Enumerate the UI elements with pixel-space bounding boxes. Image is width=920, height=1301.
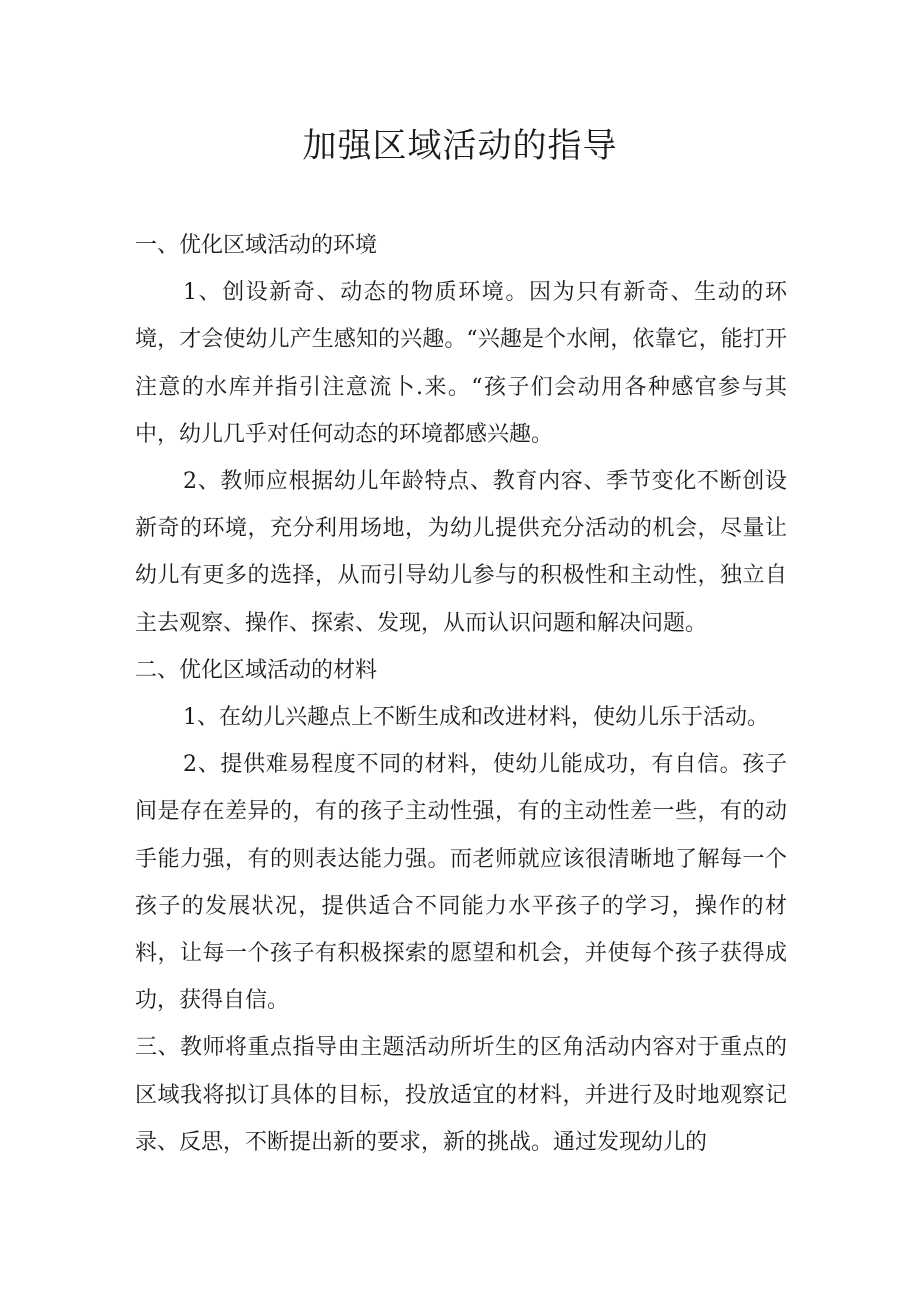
section-1-paragraph-2: 2、教师应根据幼儿年龄特点、教育内容、季节变化不断创设新奇的环境，充分利用场地，为幼儿提供充分活动的机会，尽量让幼儿有更多的选择，从而引导幼儿参与的积极性和主动性，独立自主去观察、操作、探索、发现，从而认识问题和解决问题。 (135, 469, 787, 636)
document-body (135, 222, 787, 1166)
document-title: 加强区域活动的指导 (302, 126, 618, 166)
section-2-paragraph-2: 2、提供难易程度不同的材料，使幼儿能成功，有自信。孩子间是存在差异的，有的孩子主动性强，有的主动性差一些，有的动手能力强，有的则表达能力强。而老师就应该很清晰地了解每一个孩子的发展状况，提供适合不同能力水平孩子的学习，操作的材料，让每一个孩子有积极探索的愿望和机会，并使每个孩子获得成功，获得自信。 (135, 752, 787, 1014)
section-1-heading: 一、优化区域活动的环境 (135, 233, 378, 258)
section-2-heading: 二、优化区域活动的材料 (135, 657, 378, 683)
section-2-paragraph-1: 1、在幼儿兴趣点上不断生成和改进材料，使幼儿乐于活动。 (183, 705, 769, 731)
section-3-paragraph: 三、教师将重点指导由主题活动所圻生的区角活动内容对于重点的区域我将拟订具体的目标，投放适宜的材料，并进行及时地观察记录、反思，不断提出新的要求，新的挑战。通过发现幼儿的 (135, 1035, 787, 1155)
section-1-paragraph-1: 1、创设新奇、动态的物质环境。因为只有新奇、生动的环境，才会使幼儿产生感知的兴趣。“兴趣是个水闸，依靠它，能打开注意的水库并指引注意流卜.来。“孩子们会动用各种感官参与其中，幼儿几乎对任何动态的环境都感兴趣。 (135, 280, 787, 447)
